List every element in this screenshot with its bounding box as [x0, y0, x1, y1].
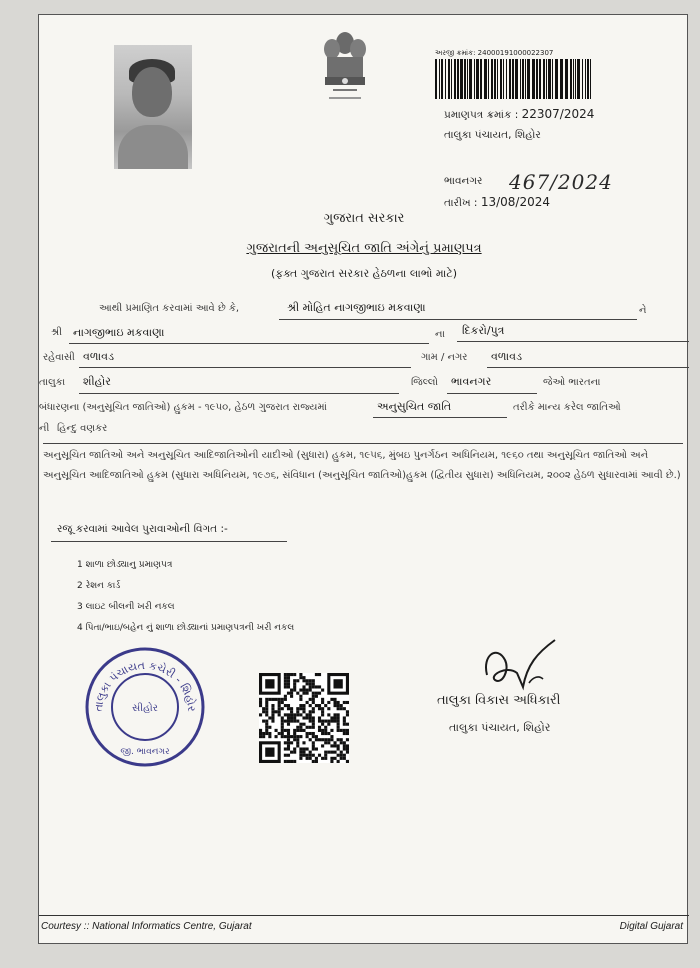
taluka-value: શીહોર — [83, 375, 111, 388]
cert-no-value: 22307/2024 — [521, 107, 595, 121]
officer-office: તાલુકા પંચાયત, શિહોર — [449, 721, 551, 734]
name-suffix: ને — [639, 305, 647, 316]
na-label: ના — [435, 329, 445, 340]
father-name: નાગજીભાઇ મકવાણા — [73, 326, 165, 339]
footer-courtesy: Courtesy :: National Informatics Centre, Gujarat — [41, 921, 252, 932]
date-label: તારીખ : — [444, 197, 478, 209]
village-value: વળાવડ — [491, 350, 523, 363]
relation: દિકરો/પુત્ર — [462, 324, 505, 337]
legal-paragraph: અનુસૂચિત જાતિઓ અને અનુસૂચિત આદિજાતિઓની યાદીઓ (સુધારા) હુકમ, ૧૯૫૬, મુંબઇ પુનર્ગઠન અધિનિયમ, ૧૯૬૦ તથા અનુસૂચિત જાતિઓ અને અનુસૂચિત આદિજાતિઓ હુકમ (સુધારા અધિનિયમ, ૧૯૭૬, સંવિધાન (અનુસૂચિત જાતિઓ)હુકમ (દ્વિતીય સુધારા) અધિનિયમ, ૨૦૦૨ હેઠળ સુધારવામાં આવી છે.) — [43, 443, 683, 486]
svg-text:જી. ભાવનગર: જી. ભાવનગર — [120, 747, 170, 757]
community-value: હિન્દુ વણકર — [57, 423, 108, 434]
community-prefix: ની — [39, 423, 50, 434]
resident-label: રહેવાસી — [43, 352, 75, 363]
cert-no-label: પ્રમાણપત્ર ક્રમાંક : — [444, 109, 519, 121]
documents-list — [77, 555, 294, 639]
application-number: અરજી ક્રમાંક: 240001910000223​07 — [435, 49, 554, 57]
document-item: 2 રેશન કાર્ડ — [77, 581, 121, 591]
issue-date — [444, 195, 550, 210]
district-value: ભાવનગર — [451, 375, 492, 388]
barcode — [435, 59, 595, 99]
documents-heading: રજૂ કરવામાં આવેલ પુરાવાઓની વિગત :- — [57, 523, 228, 535]
svg-text:સીહોર: સીહોર — [132, 703, 158, 714]
document-item: 4 પિતા/ભાઇ/બહેન નું શાળા છોડ્યાનાં પ્રમાણપત્રની ખરી નકલ — [77, 623, 295, 633]
document-item: 1 શાળા છોડ્યાનુ પ્રમાણપત્ર — [77, 560, 173, 570]
applicant-name: શ્રી મોહિત નાગજીભાઇ મકવાણા — [287, 301, 426, 314]
date-value: 13/08/2024 — [480, 195, 550, 209]
certificate-title: ગુજરાતની અનુસૂચિત જાતિ અંગેનું પ્રમાણપત્ર — [246, 241, 482, 256]
applicant-photo — [114, 45, 192, 169]
government-heading: ગુજરાત સરકાર — [323, 211, 405, 226]
document-item: 3 લાઇટ બીલની ખરી નકલ — [77, 602, 175, 612]
officer-designation: તાલુકા વિકાસ અધિકારી — [437, 693, 561, 708]
footer-brand: Digital Gujarat — [619, 921, 683, 932]
officer-signature — [477, 635, 577, 695]
issuing-office: તાલુકા પંચાયત, શિહોર — [444, 129, 541, 141]
taluka-label: તાલુકા — [39, 377, 66, 388]
certificate-page — [38, 14, 688, 944]
country-text: જેઓ ભારતના — [543, 377, 601, 388]
resident-value: વળાવડ — [83, 350, 115, 363]
constitution-text: બંધારણના (અનુસૂચિત જાતિઓ) હુકમ - ૧૯૫૦, હેઠળ ગુજરાત રાજ્યમાં — [39, 402, 327, 413]
city-label: ભાવનગર — [444, 175, 483, 187]
shri-label: શ્રી — [51, 327, 63, 338]
office-seal-stamp — [84, 646, 206, 768]
certificate-number — [444, 107, 594, 122]
certificate-subtitle: (ફક્ત ગુજરાત સરકાર હેઠળના લાભો માટે) — [270, 267, 458, 280]
district-label: જિલ્લો — [411, 377, 438, 388]
caste-value: અનુસુચિત જાતિ — [377, 400, 452, 413]
caste-suffix: તરીકે માન્ય કરેલ જાતિઓ — [513, 402, 621, 413]
qr-code — [259, 673, 349, 763]
village-label: ગામ / નગર — [421, 352, 468, 363]
handwritten-number: 467/2024 — [509, 170, 613, 194]
state-emblem-icon — [317, 27, 373, 111]
certify-text: આથી પ્રમાણિત કરવામાં આવે છે કે, — [99, 303, 240, 314]
svg-text:તાલુકા પંચાયત કચેરી - શિહોર: તાલુકા પંચાયત કચેરી - શિહોર — [91, 658, 199, 713]
